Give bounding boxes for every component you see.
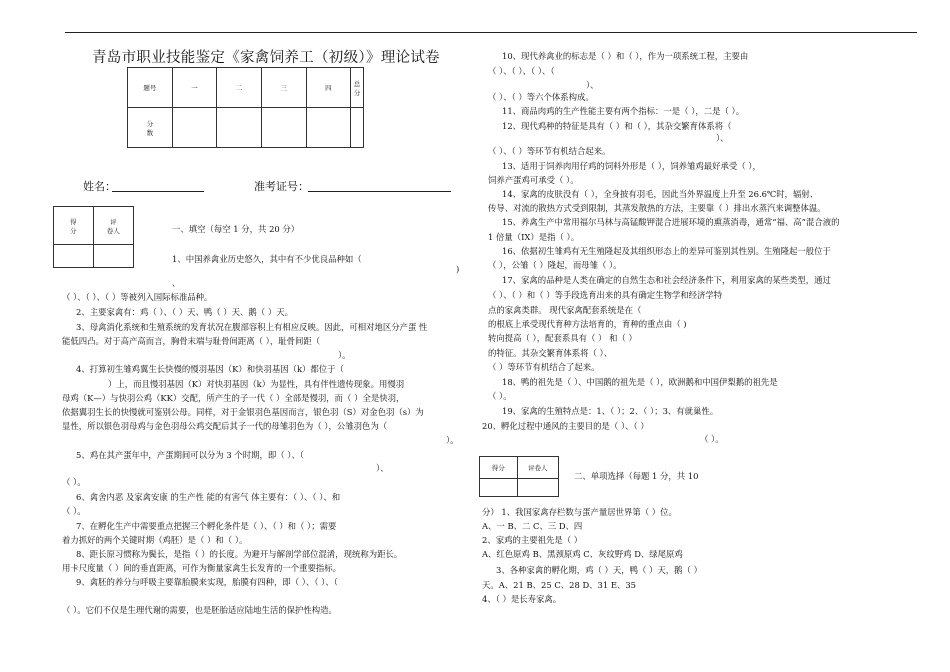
mc-line: 天。A、21 B、25 C、28 D、31 E、35 bbox=[482, 580, 636, 590]
grader-cell[interactable] bbox=[480, 479, 518, 497]
grader-pingjuan: 评 卷人 bbox=[93, 207, 133, 245]
name-label: 姓名： bbox=[83, 180, 116, 193]
q-line: ）、 bbox=[716, 133, 729, 143]
mc-line: 2、家鸡的主要祖先是（ ） bbox=[482, 535, 583, 545]
q-line: 19、家禽的生殖特点是：1、（ ）；2、（ ）；3、有就巢性。 bbox=[502, 406, 719, 416]
score-cell[interactable] bbox=[351, 108, 364, 148]
grader-cell[interactable] bbox=[517, 479, 558, 497]
q-line: （ ）、（ ）、（ ）、（ bbox=[488, 66, 555, 76]
q-line: 7、在孵化生产中需要重点把握三个孵化条件是（ ）、（ ）和（ ）；需要 bbox=[76, 521, 337, 531]
score-header: 三 bbox=[261, 68, 306, 108]
q-line: 用卡尺度量（ ）间的垂直距离，可作为衡量家禽生长发育的一个重要指标。 bbox=[62, 563, 342, 573]
q-line: 点的家禽类群。 现代家禽配套系统是在（ bbox=[488, 305, 642, 315]
q-line: ）、 bbox=[376, 463, 389, 473]
score-header: 四 bbox=[306, 68, 351, 108]
q-line: 饲养产蛋鸡可承受（ ）。 bbox=[488, 175, 579, 185]
score-cell[interactable] bbox=[217, 108, 262, 148]
q-line: （ ）。 bbox=[62, 506, 86, 516]
mc-line: 分） 1、我国家禽存栏数与蛋产量居世界第（ ）位。 bbox=[482, 507, 677, 517]
q-line: 能低四凸。对于高产高而言，胸骨末端与耻骨间距离（ ），耻骨间距（ bbox=[62, 336, 321, 346]
q-line: 12、现代鸡种的特征是具有（ ）和（ ），其杂交繁育体系将（ bbox=[502, 121, 732, 131]
q-line: ）。 bbox=[446, 435, 459, 445]
q-line: 5、鸡在其产蛋年中，产蛋期间可以分为 3 个时期，即（ ）、（ bbox=[76, 450, 305, 460]
q-line: 13、适用于饲养肉用仔鸡的饲料外形是（ ），饲养雏鸡最好承受（ ）， bbox=[502, 161, 761, 171]
q-line: 8、距长原习惯称为鬓长，是指（ ）的长度。为避开与解剖学部位混淆，现统称为距长。 bbox=[76, 549, 403, 559]
grader-box-2 bbox=[479, 456, 559, 497]
q-line: 11、商品肉鸡的生产性能主要有两个指标：一是（ ），二是（ ）。 bbox=[502, 106, 745, 116]
q-line: （ ），公雏（ ）隆起，而母雏（ ）。 bbox=[488, 260, 622, 270]
page-title: 青岛市职业技能鉴定《家禽饲养工（初级）》理论试卷 bbox=[92, 50, 440, 66]
q-line: （ ）。 bbox=[700, 434, 724, 444]
q-line: 1 倍量（IX）是指（ ）。 bbox=[488, 232, 580, 242]
q-line: 3、母禽消化系统和生殖系统的发育状况在腹部容积上有相应反映。因此，可相对地区分产蛋 性 bbox=[76, 322, 428, 332]
q-line: 17、家禽的品种是人类在确定的自然生态和社会经济条件下，利用家禽的某些类型，通过 bbox=[502, 275, 831, 285]
name-field[interactable] bbox=[112, 191, 204, 192]
q-line: 1、中国养禽业历史悠久，其中有不少优良品种如（ bbox=[172, 254, 362, 264]
grader-defen: 得 分 bbox=[54, 207, 94, 245]
q-line: 母鸡（K—）与快羽公鸡（KK）交配，所产生的子一代（ ）全部是慢羽，而（ ）全是快羽， bbox=[62, 393, 405, 403]
q-line: 15、养禽生产中常用福尔马林与高锰酸钾混合进展环境的熏蒸消毒，通常“福、高”混合液的 bbox=[502, 217, 840, 227]
score-header: 题号 bbox=[128, 68, 173, 108]
id-label: 准考证号： bbox=[254, 180, 309, 193]
score-header: 一 bbox=[172, 68, 217, 108]
q-line: （ ）。它们不仅是生理代谢的需要，也是胚胎适应陆地生活的保护性构造。 bbox=[62, 605, 337, 615]
mc-line: A、一 B、二 C、三 D、四 bbox=[482, 521, 583, 531]
score-row-label: 分 数 bbox=[128, 108, 173, 148]
q-line: 着力抓好的两个关键时期（鸡胚）是（ ）和（ ）。 bbox=[62, 535, 248, 545]
q-line: 的根底上承受现代育种方法培育的，育种的重点由（ ) bbox=[488, 319, 687, 329]
mc-line: 3、各种家禽的孵化期，鸡（ ）天，鸭（ ）天，鹅（ ） bbox=[496, 565, 702, 575]
q-line: 20、孵化过程中通风的主要目的是（ ）、（ ） bbox=[482, 421, 649, 431]
grader-box bbox=[53, 206, 134, 268]
section2-title: 二、单项选择（每题 1 分，共 10 bbox=[574, 471, 699, 481]
score-header: 二 bbox=[217, 68, 262, 108]
score-cell[interactable] bbox=[306, 108, 351, 148]
q-line: （ ）、（ ）和（ ）等手段选育出来的具有确定生物学和经济学特 bbox=[488, 290, 723, 300]
q-line: 显性，所以银色羽母鸡与金色羽母公鸡交配后其子一代的母雏羽色为（ ），公雏羽色为（ bbox=[62, 421, 388, 431]
grader-cell[interactable] bbox=[54, 245, 94, 268]
q-line: （ ）等环节有机结合了起来。 bbox=[488, 362, 600, 372]
top-rule bbox=[65, 32, 917, 33]
q-line: ）。 bbox=[338, 350, 351, 360]
q-line: 9、禽胚的养分与呼吸主要靠胎膜来实现，胎膜有四种，即（ ）、（ ）、（ bbox=[76, 577, 338, 587]
q-line: （ ）、（ ）、（ ）等被列入国际标准品种。 bbox=[62, 292, 213, 302]
q-line: 6、禽舍内恶 及家禽安康 的生产性 能的有害气 体主要有：（ ）、（ ）、和 bbox=[76, 492, 341, 502]
mc-line: 4、（ ）是长寿家禽。 bbox=[482, 594, 562, 604]
q-line: 传导、对流的散热方式受到限制，其蒸发散热的方法，主要靠（ ）排出水蒸汽来调整体温。 bbox=[488, 203, 826, 213]
grader-pingjuan: 评卷人 bbox=[517, 457, 558, 479]
q-line: ) bbox=[456, 264, 460, 274]
q-line: 18、鸭的祖先是（ ）、中国鹅的祖先是（ ），欧洲鹅和中国伊梨鹅的祖先是 bbox=[502, 377, 778, 387]
q-line: 10、现代养禽业的标志是（ ）和（ ），作为一项系统工程，主要由 bbox=[502, 51, 749, 61]
id-field[interactable] bbox=[308, 191, 451, 192]
section1-title: 一、填空（每空 1 分，共 20 分） bbox=[172, 224, 300, 234]
q-line: （ ）。 bbox=[488, 391, 512, 401]
grader-defen: 得分 bbox=[480, 457, 518, 479]
q-line: （ ）、（ ）等六个体系构成。 bbox=[488, 92, 594, 102]
q-line: 4、打算初生雏鸡翼生长快慢的慢羽基因（K）和快羽基因（k）都位于（ bbox=[76, 364, 344, 374]
score-cell[interactable] bbox=[261, 108, 306, 148]
q-line: 的特征。其杂交繁育体系将（ ）、 bbox=[488, 348, 613, 358]
score-cell[interactable] bbox=[172, 108, 217, 148]
score-table bbox=[127, 67, 364, 148]
q-line: 14、家禽的皮肤没有（ ），全身披有羽毛，因此当外界温度上升至 26.6℃时，辐射、 bbox=[502, 189, 819, 199]
q-line: （ ）。 bbox=[62, 477, 86, 487]
mc-line: A、红色原鸡 B、黑颈原鸡 C、灰纹野鸡 D、绿尾原鸡 bbox=[482, 549, 683, 559]
q-line: 2、主要家禽有：鸡（ ）、（ ）天、鸭（ ）天、鹅（ ）天。 bbox=[76, 307, 293, 317]
q-line: （ ）、（ ）等环节有机结合起来。 bbox=[488, 146, 611, 156]
q-line: 转向提高（ ），配套系具有（ ） 和（ ） bbox=[488, 333, 637, 343]
score-header: 总分 bbox=[351, 68, 364, 108]
q-line: ）上，而且慢羽基因（K）对快羽基因（k）为显性，具有伴性遗传现象。用慢羽 bbox=[108, 379, 405, 389]
q-line: ）、 bbox=[586, 80, 599, 90]
q-line: 16、依据初生雏鸡有无生殖隆起及其组织形态上的差异可鉴别其性别。生殖隆起一般位于 bbox=[502, 246, 831, 256]
q-line: 依据翼羽生长的快慢就可鉴别公母。同样，对于金银羽色基因而言，银色羽（S）对金色羽（s）为 bbox=[62, 407, 424, 417]
q-line: 、 bbox=[172, 278, 181, 288]
grader-cell[interactable] bbox=[93, 245, 133, 268]
